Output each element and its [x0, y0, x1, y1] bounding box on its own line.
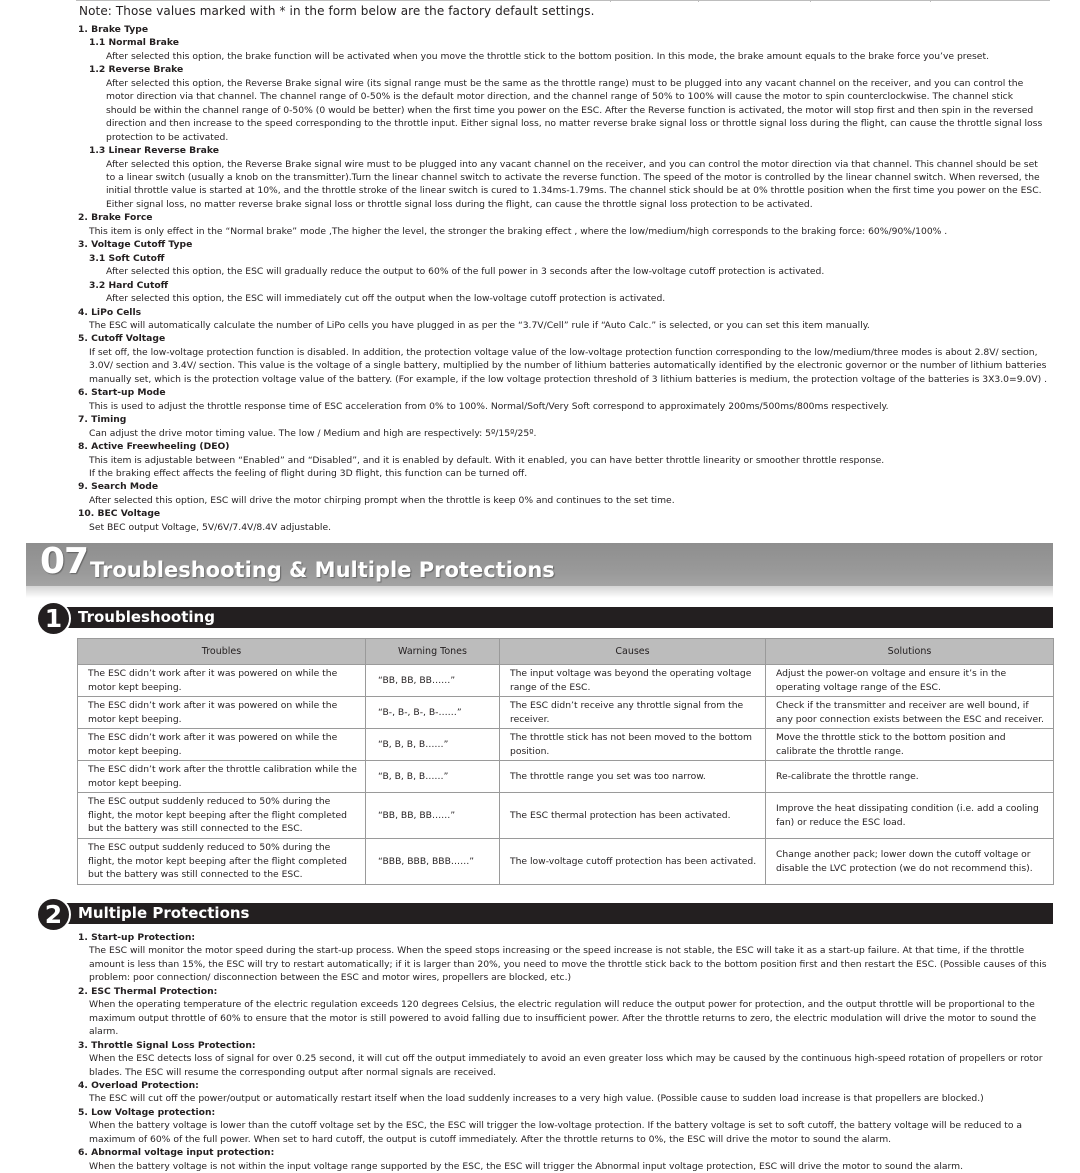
setting-subtitle: 3.1 Soft Cutoff [89, 252, 165, 264]
setting-subtitle: 1.1 Normal Brake [89, 37, 179, 49]
troubleshooting-header [40, 604, 1053, 633]
warning-tone-cell: “BB, BB, BB……” [366, 665, 500, 697]
setting-title: 3. Voltage Cutoff Type [78, 239, 193, 251]
setting-text: This is used to adjust the throttle response time of ESC acceleration from 0% to 100%. Normal/Soft/Very Soft correspond to approximately 200ms/500ms/800ms respectively. [89, 400, 889, 412]
cause-cell: The ESC thermal protection has been activated. [500, 793, 766, 839]
troubleshooting-badge: 1 [36, 601, 71, 636]
cause-cell: The throttle range you set was too narrow. [500, 761, 766, 793]
warning-tone-cell: “BB, BB, BB……” [366, 793, 500, 839]
protection-title: 6. Abnormal voltage input protection: [78, 1147, 275, 1159]
setting-subtext: After selected this option, the ESC will immediately cut off the output when the low-voltage cutoff protection is activated. [106, 293, 666, 305]
warning-tone-cell: “BBB, BBB, BBB……” [366, 839, 500, 885]
trouble-cell: The ESC output suddenly reduced to 50% during the flight, the motor kept beeping after the flight completed but the battery was still connected to the ESC. [78, 839, 366, 885]
protection-text: When the battery voltage is lower than the cutoff voltage set by the ESC, the ESC will trigger the low-voltage protection. If the battery voltage is set to soft cutoff, the battery voltage will be reduced to a maximum of 60% of the full power. When set to hard cutoff, the output is cutoff immediately. After the throttle returns to 0%, the ESC will drive the motor to sound the alarm. [89, 1120, 1023, 1145]
section-title: Troubleshooting & Multiple Protections [90, 558, 555, 582]
protection-title: 1. Start-up Protection: [78, 932, 196, 943]
protection-title: 4. Overload Protection: [78, 1079, 199, 1091]
protection-text: When the battery voltage is not within the input voltage range supported by the ESC, the ESC will trigger the Abnormal input voltage protection, ESC will drive the motor to sound the alarm. [89, 1160, 963, 1172]
protection-text: When the operating temperature of the electric regulation exceeds 120 degrees Celsius, the electric regulation will reduce the output power for protection, and the output throttle will be proportional to the maximum output throttle of 60% to ensure that the motor is still powered to avoid falling due to insufficient power. After the throttle returns to zero, the electric modulation will drive the motor to sound the alarm. [89, 999, 1037, 1038]
setting-subtitle: 1.2 Reverse Brake [89, 64, 184, 76]
trouble-cell: The ESC didn’t work after it was powered on while the motor kept beeping. [78, 697, 366, 729]
setting-title: 1. Brake Type [78, 24, 149, 35]
trouble-cell: The ESC didn’t work after it was powered on while the motor kept beeping. [78, 665, 366, 697]
trouble-cell: The ESC didn’t work after the throttle calibration while the motor kept beeping. [78, 761, 366, 793]
setting-title: 8. Active Freewheeling (DEO) [78, 441, 230, 453]
protection-title: 2. ESC Thermal Protection: [78, 985, 218, 997]
cause-cell: The throttle stick has not been moved to the bottom position. [500, 729, 766, 761]
setting-text: Can adjust the drive motor timing value. The low / Medium and high are respectively: 5º/15º/25º. [89, 427, 537, 439]
solution-cell: Change another pack; lower down the cutoff voltage or disable the LVC protection (we do not recommend this). [766, 839, 1054, 885]
troubleshooting-table [77, 638, 1054, 885]
protection-text: The ESC will cut off the power/output or automatically restart itself when the load suddenly increases to a very high value. (Possible cause to sudden load increase is that propellers are blocked.) [89, 1093, 984, 1105]
table-header-row [78, 639, 1054, 665]
setting-title: 6. Start-up Mode [78, 387, 166, 399]
protections-list [78, 931, 1050, 1173]
setting-text: Set BEC output Voltage, 5V/6V/7.4V/8.4V adjustable. [89, 521, 332, 533]
table-row [78, 839, 1054, 885]
header-troubles: Troubles [78, 639, 366, 665]
default-settings-note: Note: Those values marked with * in the form below are the factory default settings. [79, 4, 595, 18]
troubleshooting-title: Troubleshooting [78, 608, 215, 626]
solution-cell: Move the throttle stick to the bottom position and calibrate the throttle range. [766, 729, 1054, 761]
protection-text: The ESC will monitor the motor speed during the start-up process. When the speed stops increasing or the speed increase is not stable, the ESC will take it as a start-up failure. At that time, if the throttle amount is less than 15%, the ESC will try to restart automatically; if it is larger than 20%, you need to move the throttle stick back to the bottom position first and then restart the ESC. (Possible causes of this problem: poor connection/ disconnection between the ESC and motor wires, propellers are blocked, etc.) [89, 945, 1047, 984]
setting-text: If set off, the low-voltage protection function is disabled. In addition, the protection voltage value of the low-voltage protection function corresponding to the low/medium/three modes is about 2.8V/ section, 3.0V/ section and 3.4V/ section. This value is the voltage of a single battery, multiplied by the number of lithium batteries automatically identified by the electronic governor or the number of lithium batteries manually set, which is the protection voltage value of the battery. (For example, if the low voltage protection threshold of 3 lithium batteries is medium, the protection voltage of the batteries is 3X3.0=9.0V) . [89, 346, 1048, 385]
setting-subtext: After selected this option, the Reverse Brake signal wire must to be plugged into any vacant channel on the receiver, and you can control the motor direction via that channel. This channel should be set to a linear switch (usually a knob on the transmitter).Turn the linear channel switch to activate the reverse function. The speed of the motor is controlled by the linear channel switch. When reversed, the initial throttle value is started at 10%, and the throttle stroke of the linear switch is cured to 1.34ms-1.79ms. The channel stick should be at 0% throttle position when the first time you power on the ESC. Either signal loss, no matter reverse brake signal loss or throttle signal loss during the flight, can cause the throttle signal loss protection to be activated. [106, 158, 1042, 210]
warning-tone-cell: “B-, B-, B-, B-……” [366, 697, 500, 729]
section-banner [26, 543, 1053, 586]
protections-title: Multiple Protections [78, 904, 250, 922]
table-row [78, 793, 1054, 839]
cause-cell: The low-voltage cutoff protection has been activated. [500, 839, 766, 885]
setting-text: This item is only effect in the “Normal brake” mode ,The higher the level, the stronger the braking effect , where the low/medium/high corresponds to the braking force: 60%/90%/100% . [89, 225, 948, 237]
setting-title: 10. BEC Voltage [78, 508, 161, 520]
setting-subtitle: 3.2 Hard Cutoff [89, 279, 169, 291]
cause-cell: The ESC didn’t receive any throttle signal from the receiver. [500, 697, 766, 729]
protection-text: When the ESC detects loss of signal for over 0.25 second, it will cut off the output immediately to avoid an even greater loss which may be caused by the continuous high-speed rotation of propellers or rotor blades. The ESC will resume the corresponding output after normal signals are received. [89, 1053, 1043, 1078]
top-rule [76, 0, 1050, 1]
table-row [78, 729, 1054, 761]
table-row [78, 665, 1054, 697]
table-row [78, 761, 1054, 793]
setting-subtext: After selected this option, the ESC will gradually reduce the output to 60% of the full power in 3 seconds after the low-voltage cutoff protection is activated. [106, 266, 825, 278]
setting-title: 2. Brake Force [78, 212, 153, 224]
warning-tone-cell: “B, B, B, B……” [366, 761, 500, 793]
solution-cell: Check if the transmitter and receiver are well bound, if any poor connection exists between the ESC and receiver. [766, 697, 1054, 729]
trouble-cell: The ESC didn’t work after it was powered on while the motor kept beeping. [78, 729, 366, 761]
banner-shadow [26, 586, 1053, 598]
header-solutions: Solutions [766, 639, 1054, 665]
section-number: 07 [40, 541, 89, 582]
setting-subtitle: 1.3 Linear Reverse Brake [89, 145, 219, 157]
header-causes: Causes [500, 639, 766, 665]
solution-cell: Improve the heat dissipating condition (i.e. add a cooling fan) or reduce the ESC load. [766, 793, 1054, 839]
cause-cell: The input voltage was beyond the operating voltage range of the ESC. [500, 665, 766, 697]
setting-text: After selected this option, ESC will drive the motor chirping prompt when the throttle is keep 0% and continues to the set time. [89, 494, 675, 506]
warning-tone-cell: “B, B, B, B……” [366, 729, 500, 761]
setting-title: 5. Cutoff Voltage [78, 333, 166, 345]
protection-title: 5. Low Voltage protection: [78, 1106, 216, 1118]
protection-title: 3. Throttle Signal Loss Protection: [78, 1039, 256, 1051]
setting-title: 9. Search Mode [78, 481, 159, 493]
settings-list [78, 23, 1050, 534]
setting-title: 7. Timing [78, 414, 127, 426]
protections-badge: 2 [36, 897, 71, 932]
trouble-cell: The ESC output suddenly reduced to 50% during the flight, the motor kept beeping after the flight completed but the battery was still connected to the ESC. [78, 793, 366, 839]
table-row [78, 697, 1054, 729]
setting-text: The ESC will automatically calculate the number of LiPo cells you have plugged in as per the “3.7V/Cell” rule if “Auto Calc.” is selected, or you can set this item manually. [89, 319, 870, 331]
protections-header [40, 900, 1053, 929]
setting-title: 4. LiPo Cells [78, 306, 142, 318]
setting-text: This item is adjustable between “Enabled” and “Disabled”, and it is enabled by default. With it enabled, you can have better throttle linearity or smoother throttle response. If the braking effect affects the feeling of flight during 3D flight, this function can be turned off. [89, 454, 885, 479]
header-warning-tones: Warning Tones [366, 639, 500, 665]
setting-subtext: After selected this option, the Reverse Brake signal wire (its signal range must be the same as the throttle range) must to be plugged into any vacant channel on the receiver, and you can control the motor direction via that channel. The channel range of 0-50% is the default motor direction, and the channel range of 50% to 100% will cause the motor to spin counterclockwise. The channel stick should be within the channel range of 0-50% (0 would be better) when the first time you power on the ESC. After the Reverse function is activated, the motor will stop first and then spin in the reversed direction and then increase to the speed corresponding to the throttle input. Either signal loss, no matter reverse brake signal loss or throttle signal loss during the flight, can cause the throttle signal loss protection to be activated. [106, 77, 1043, 143]
setting-subtext: After selected this option, the brake function will be activated when you move the throttle stick to the bottom position. In this mode, the brake amount equals to the brake force you’ve preset. [106, 50, 989, 62]
solution-cell: Re-calibrate the throttle range. [766, 761, 1054, 793]
solution-cell: Adjust the power-on voltage and ensure it’s in the operating voltage range of the ESC. [766, 665, 1054, 697]
